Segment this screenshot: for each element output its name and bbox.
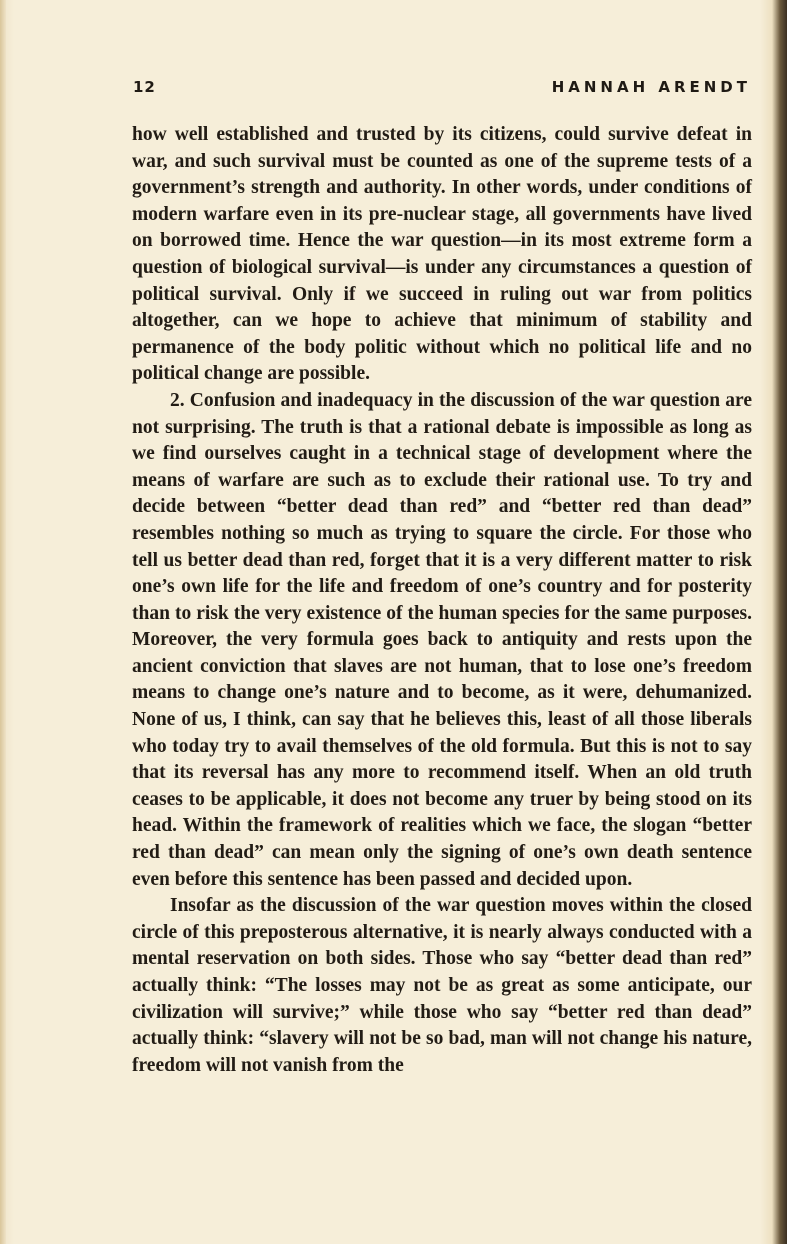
paragraph-section-2: 2. Confusion and inadequacy in the discussion of the war question are not surprising. The truth is that a rational debate is impossible as long as we find ourselves caught in a technical stage of development where the means of warfare are such as to exclude their rational use. To try and decide between “better dead than red” and “better red than dead” resembles nothing so much as trying to square the circle. For those who tell us better dead than red, forget that it is a very different matter to risk one’s own life for the life and freedom of one’s country and for posterity than to risk the very existence of the human species for the same purposes. Moreover, the very formula goes back to antiquity and rests upon the ancient conviction that slaves are not human, that to lose one’s freedom means to change one’s nature and to become, as it were, dehumanized. None of us, I think, can say that he believes this, least of all those liberals who today try to avail themselves of the old formula. But this is not to say that its reversal has any more to recommend itself. When an old truth ceases to be applicable, it does not become any truer by being stood on its head. Within the framework of realities which we face, the slogan “better red than dead” can mean only the signing of one’s own death sentence even before this sentence has been passed and decided upon. xyxy=(132,389,752,890)
page-gutter xyxy=(0,0,6,1244)
body-text xyxy=(132,122,752,1079)
paragraph-continued: how well established and trusted by its citizens, could survive defeat in war, and such survival must be counted as one of the supreme tests of a government’s strength and authority. In other words, under conditions of modern warfare even in its pre-nuclear stage, all governments have lived on borrowed time. Hence the war question—in its most extreme form a question of biological survival—is under any circumstances a question of political survival. Only if we succeed in ruling out war from politics altogether, can we hope to achieve that minimum of stability and permanence of the body politic without which no political life and no political change are possible. xyxy=(132,124,752,385)
paragraph-insofar: Insofar as the discussion of the war question moves within the closed circle of this preposterous alternative, it is nearly always conducted with a mental reservation on both sides. Those who say “better dead than red” actually think: “The losses may not be as great as some anticipate, our civilization will survive;” while those who say “better red than dead” actually think: “slavery will not be so bad, man will not change his nature, freedom will not vanish from the xyxy=(132,895,752,1076)
running-title: HANNAH ARENDT xyxy=(551,78,751,96)
page-number: 12 xyxy=(133,78,156,96)
running-head xyxy=(133,78,751,100)
